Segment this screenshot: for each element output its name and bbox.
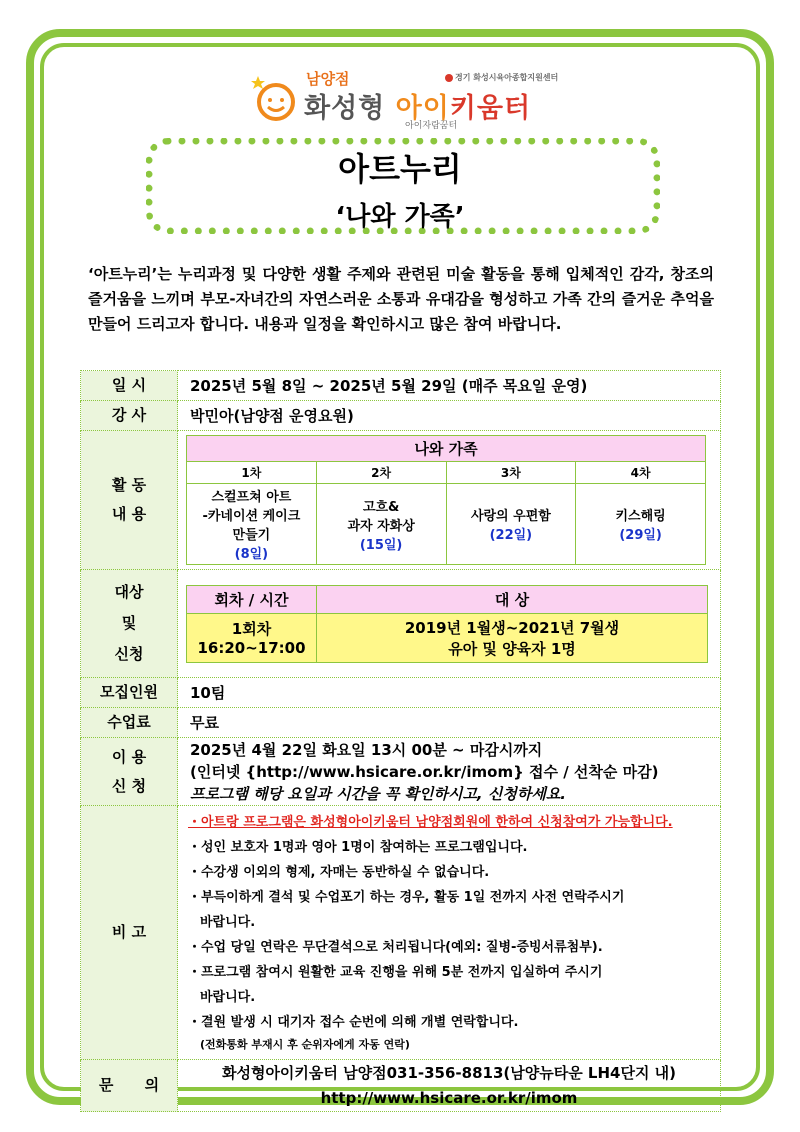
remark-item: ・프로그램 참여시 원활한 교육 진행을 위해 5분 전까지 입실하여 주시기 [188, 965, 603, 980]
remark-item: 바랍니다. [200, 915, 256, 930]
contact-row [81, 1060, 721, 1112]
center-logo-icon [445, 74, 453, 82]
remark-item: ・수업 당일 연락은 무단결석으로 처리됩니다(예외: 질병-증빙서류첨부). [188, 940, 603, 955]
remark-item: 바랍니다. [200, 990, 256, 1005]
page-title: 아트누리 [338, 150, 462, 188]
instructor-value: 박민아(남양점 운영요원) [178, 401, 721, 431]
recruit-value: 10팀 [178, 678, 721, 708]
remark-item: ・부득이하게 결석 및 수업포기 하는 경우, 활동 1일 전까지 사전 연락주시기 [188, 890, 625, 905]
remarks-row [81, 806, 721, 1060]
recruit-label: 모집인원 [81, 678, 178, 708]
apply-notice: 프로그램 해당 요일과 시간을 꼭 확인하시고, 신청하세요. [190, 784, 567, 803]
target-col-target: 대 상 [317, 585, 708, 613]
remarks-member-notice: ・아트랑 프로그램은 화성형아이키움터 남양점회원에 한하여 신청참여가 가능합니다. [188, 815, 673, 830]
contact-cell [178, 1060, 721, 1112]
session-cell: 스컬프쳐 아트 -카네이션 케이크 만들기 (8일) [187, 484, 317, 565]
target-label: 대상 및 신청 [81, 570, 178, 678]
activity-header: 나와 가족 [187, 436, 706, 462]
target-col-session: 회차 / 시간 [187, 585, 317, 613]
contact-label: 문 의 [81, 1060, 178, 1112]
activity-row [81, 431, 721, 570]
session-cell: 키스해링 (29일) [576, 484, 706, 565]
contact-phone: 화성형아이키움터 남양점031-356-8813(남양뉴타운 LH4단지 내) [221, 1063, 677, 1082]
apply-row [81, 738, 721, 806]
session-round: 2차 [316, 462, 446, 484]
apply-label: 이 용 신 청 [81, 738, 178, 806]
schedule-value: 2025년 5월 8일 ~ 2025년 5월 29일 (매주 목요일 운영) [178, 371, 721, 401]
target-table [186, 585, 708, 663]
target-session: 1회차 16:20~17:00 [187, 613, 317, 662]
instructor-label: 강 사 [81, 401, 178, 431]
remark-item: ・성인 보호자 1명과 영아 1명이 참여하는 프로그램입니다. [188, 840, 528, 855]
schedule-label: 일 시 [81, 371, 178, 401]
session-round: 4차 [576, 462, 706, 484]
contact-url[interactable]: http://www.hsicare.or.kr/imom [320, 1088, 578, 1107]
activity-label: 활 동 내 용 [81, 431, 178, 570]
fee-value: 무료 [178, 708, 721, 738]
remark-note: (전화통화 부재시 후 순위자에게 자동 연락) [200, 1038, 410, 1051]
info-table [80, 370, 721, 1112]
session-cell: 사랑의 우편함 (22일) [446, 484, 576, 565]
remark-item: ・수강생 이외의 형제, 자매는 동반하실 수 없습니다. [188, 865, 490, 880]
page-subtitle: ‘나와 가족’ [335, 202, 465, 232]
target-audience: 2019년 1월생~2021년 7월생 유아 및 양육자 1명 [317, 613, 708, 662]
fee-row [81, 708, 721, 738]
instructor-row [81, 401, 721, 431]
apply-period: 2025년 4월 22일 화요일 13시 00분 ~ 마감시까지 [190, 740, 543, 759]
recruit-row [81, 678, 721, 708]
session-round: 3차 [446, 462, 576, 484]
apply-method: (인터넷 {http://www.hsicare.or.kr/imom} 접수 / 선착순 마감) [190, 762, 659, 781]
logo-tagline: 아이자람꿈터 [405, 121, 458, 131]
remark-item: ・결원 발생 시 대기자 접수 순번에 의해 개별 연락합니다. [188, 1015, 519, 1030]
target-row [81, 570, 721, 678]
remarks-cell [178, 806, 721, 1060]
remarks-label: 비 고 [81, 806, 178, 1060]
logo [250, 66, 559, 131]
child-face-icon [250, 74, 298, 122]
intro-paragraph: ‘아트누리’는 누리과정 및 다양한 생활 주제와 관련된 미술 활동을 통해 입체적인 감각, 창조의 즐거움을 느끼며 부모-자녀간의 자연스러운 소통과 유대감을 형성하고 가족 간의 즐거운 추억을 만들어 드리고자 합니다. 내용과 일정을 확인하시고 많은 참여 바랍니다. [88, 265, 714, 333]
logo-branch: 남양점 [306, 70, 350, 88]
target-cell [178, 570, 721, 678]
fee-label: 수업료 [81, 708, 178, 738]
logo-name: 화성형 아이키움터 [304, 93, 532, 124]
center-logo: 경기 화성시육아종합지원센터 [445, 72, 558, 83]
apply-cell [178, 738, 721, 806]
activity-table [186, 435, 706, 565]
session-round: 1차 [187, 462, 317, 484]
schedule-row [81, 371, 721, 401]
session-cell: 고흐& 과자 자화상 (15일) [316, 484, 446, 565]
activity-cell [178, 431, 721, 570]
